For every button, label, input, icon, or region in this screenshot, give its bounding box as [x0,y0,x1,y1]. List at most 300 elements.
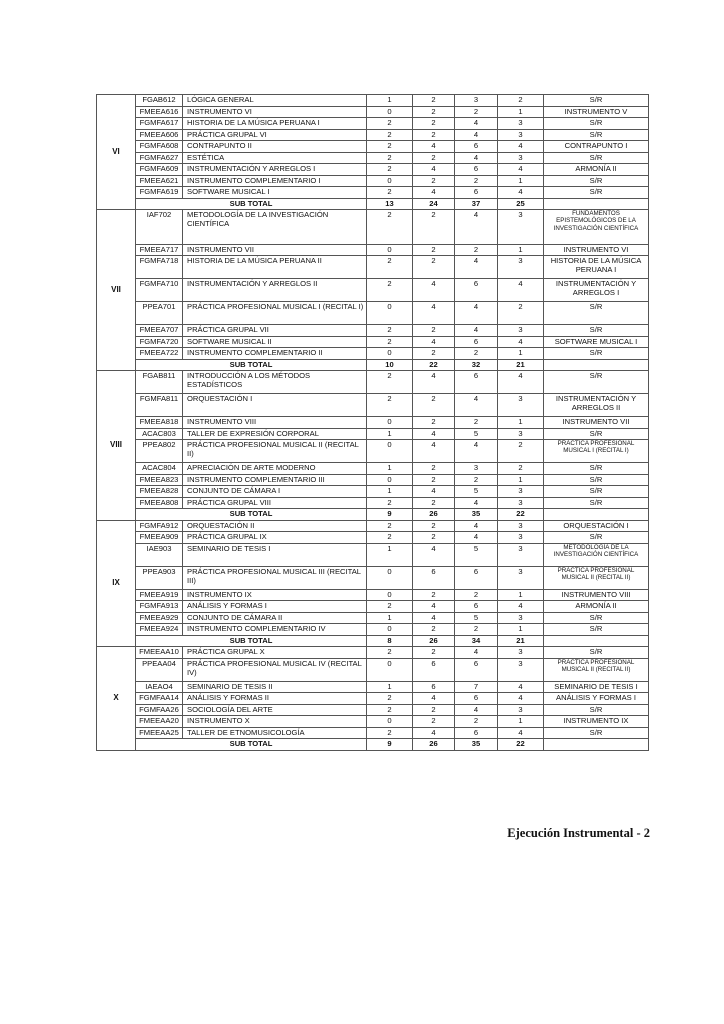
course-name: APRECIACIÓN DE ARTE MODERNO [183,463,367,475]
subtotal-theory: 10 [367,359,413,371]
table-row [97,256,649,279]
total-hours: 6 [455,187,498,199]
course-code: PPEA802 [136,440,183,463]
practice-hours: 4 [413,187,455,199]
semester-label: VI [97,95,136,210]
practice-hours: 2 [413,256,455,279]
course-code: FGMFA710 [136,279,183,302]
course-name: INSTRUMENTO IX [183,589,367,601]
prerequisite: ARMONÍA II [544,164,649,176]
theory-hours: 1 [367,612,413,624]
credits: 4 [498,141,544,153]
theory-hours: 2 [367,704,413,716]
prerequisite: S/R [544,727,649,739]
credits: 4 [498,371,544,394]
theory-hours: 2 [367,532,413,544]
course-name: INSTRUMENTO COMPLEMENTARIO IV [183,624,367,636]
total-hours: 5 [455,543,498,566]
practice-hours: 2 [413,497,455,509]
curriculum-table [96,94,649,751]
total-hours: 5 [455,428,498,440]
prerequisite: S/R [544,428,649,440]
credits: 3 [498,210,544,245]
total-hours: 6 [455,164,498,176]
theory-hours: 2 [367,141,413,153]
table-row [97,532,649,544]
credits: 3 [498,647,544,659]
practice-hours: 6 [413,566,455,589]
theory-hours: 2 [367,727,413,739]
table-row [97,624,649,636]
subtotal-practice: 26 [413,635,455,647]
course-name: INSTRUMENTO COMPLEMENTARIO III [183,474,367,486]
credits: 1 [498,175,544,187]
total-hours: 4 [455,118,498,130]
prerequisite: INSTRUMENTACIÓN Y ARREGLOS I [544,279,649,302]
table-row [97,520,649,532]
subtotal-theory: 13 [367,198,413,210]
course-name: INSTRUMENTO X [183,716,367,728]
credits: 4 [498,693,544,705]
practice-hours: 2 [413,704,455,716]
course-code: FMEEA929 [136,612,183,624]
course-code: PPEA701 [136,302,183,325]
course-code: FMEEA818 [136,417,183,429]
table-row [97,302,649,325]
curriculum-table-body [97,95,649,751]
course-name: SOFTWARE MUSICAL I [183,187,367,199]
theory-hours: 0 [367,302,413,325]
theory-hours: 2 [367,394,413,417]
page-footer [507,826,650,841]
total-hours: 6 [455,693,498,705]
table-row [97,95,649,107]
credits: 1 [498,106,544,118]
table-row [97,601,649,613]
practice-hours: 4 [413,693,455,705]
total-hours: 4 [455,647,498,659]
practice-hours: 4 [413,336,455,348]
course-name: CONJUNTO DE CÁMARA II [183,612,367,624]
total-hours: 2 [455,106,498,118]
theory-hours: 0 [367,106,413,118]
credits: 3 [498,129,544,141]
course-code: FGMFA720 [136,336,183,348]
total-hours: 4 [455,325,498,337]
total-hours: 2 [455,589,498,601]
practice-hours: 2 [413,210,455,245]
course-code: FGMFA619 [136,187,183,199]
credits: 1 [498,474,544,486]
credits: 2 [498,463,544,475]
theory-hours: 0 [367,417,413,429]
total-hours: 2 [455,348,498,360]
prerequisite: S/R [544,486,649,498]
course-name: CONJUNTO DE CÁMARA I [183,486,367,498]
course-name: INSTRUMENTO VIII [183,417,367,429]
prerequisite: FUNDAMENTOS EPISTEMOLÓGICOS DE LA INVESTIGACIÓN CIENTÍFICA [544,210,649,245]
practice-hours: 2 [413,532,455,544]
credits: 3 [498,486,544,498]
prerequisite: S/R [544,463,649,475]
course-name: INSTRUMENTO VII [183,244,367,256]
subtotal-total: 35 [455,509,498,521]
total-hours: 6 [455,336,498,348]
course-code: FGMFA718 [136,256,183,279]
theory-hours: 0 [367,658,413,681]
table-row [97,141,649,153]
table-row [97,417,649,429]
total-hours: 2 [455,175,498,187]
total-hours: 7 [455,681,498,693]
table-row [97,129,649,141]
course-name: HISTORIA DE LA MÚSICA PERUANA II [183,256,367,279]
practice-hours: 4 [413,486,455,498]
theory-hours: 2 [367,601,413,613]
table-row [97,704,649,716]
total-hours: 2 [455,417,498,429]
course-code: FMEEAA10 [136,647,183,659]
course-name: SOCIOLOGÍA DEL ARTE [183,704,367,716]
theory-hours: 2 [367,693,413,705]
credits: 3 [498,325,544,337]
course-name: INTRODUCCIÓN A LOS MÉTODOS ESTADÍSTICOS [183,371,367,394]
course-code: IAF702 [136,210,183,245]
course-code: FMEEA616 [136,106,183,118]
subtotal-total: 35 [455,739,498,751]
prerequisite: S/R [544,704,649,716]
course-name: INSTRUMENTACIÓN Y ARREGLOS I [183,164,367,176]
table-row [97,336,649,348]
table-row [97,543,649,566]
total-hours: 2 [455,624,498,636]
prerequisite: S/R [544,474,649,486]
course-code: FMEEA919 [136,589,183,601]
course-code: FMEEA606 [136,129,183,141]
table-row [97,325,649,337]
practice-hours: 6 [413,658,455,681]
total-hours: 4 [455,256,498,279]
subtotal-row [97,635,649,647]
practice-hours: 2 [413,175,455,187]
theory-hours: 2 [367,371,413,394]
prerequisite: CONTRAPUNTO I [544,141,649,153]
course-name: TALLER DE ETNOMUSICOLOGÍA [183,727,367,739]
subtotal-practice: 22 [413,359,455,371]
theory-hours: 0 [367,348,413,360]
theory-hours: 2 [367,520,413,532]
table-row [97,474,649,486]
prerequisite: S/R [544,497,649,509]
table-row [97,210,649,245]
course-code: FGMFA608 [136,141,183,153]
course-name: ORQUESTACIÓN II [183,520,367,532]
total-hours: 4 [455,704,498,716]
total-hours: 2 [455,474,498,486]
subtotal-empty [544,739,649,751]
course-name: SEMINARIO DE TESIS II [183,681,367,693]
table-row [97,175,649,187]
course-code: FGAB811 [136,371,183,394]
theory-hours: 0 [367,566,413,589]
credits: 3 [498,497,544,509]
subtotal-credits: 21 [498,359,544,371]
credits: 3 [498,428,544,440]
table-row [97,463,649,475]
practice-hours: 2 [413,129,455,141]
subtotal-label: SUB TOTAL [136,509,367,521]
practice-hours: 2 [413,152,455,164]
course-code: FMEEA808 [136,497,183,509]
table-row [97,647,649,659]
prerequisite: METODOLOGÍA DE LA INVESTIGACIÓN CIENTÍFICA [544,543,649,566]
credits: 1 [498,589,544,601]
practice-hours: 6 [413,681,455,693]
subtotal-total: 34 [455,635,498,647]
course-name: ANÁLISIS Y FORMAS I [183,601,367,613]
prerequisite: S/R [544,152,649,164]
practice-hours: 2 [413,325,455,337]
subtotal-label: SUB TOTAL [136,198,367,210]
course-code: FGMFA609 [136,164,183,176]
subtotal-row [97,509,649,521]
practice-hours: 2 [413,716,455,728]
subtotal-credits: 22 [498,509,544,521]
prerequisite: S/R [544,624,649,636]
credits: 1 [498,348,544,360]
total-hours: 6 [455,141,498,153]
prerequisite: S/R [544,647,649,659]
total-hours: 6 [455,601,498,613]
course-name: INSTRUMENTO COMPLEMENTARIO II [183,348,367,360]
total-hours: 2 [455,244,498,256]
prerequisite: PRÁCTICA PROFESIONAL MUSICAL II (RECITAL II) [544,658,649,681]
table-row [97,118,649,130]
total-hours: 4 [455,520,498,532]
course-name: PRÁCTICA GRUPAL VII [183,325,367,337]
total-hours: 4 [455,440,498,463]
subtotal-credits: 21 [498,635,544,647]
credits: 3 [498,256,544,279]
credits: 3 [498,566,544,589]
practice-hours: 4 [413,371,455,394]
total-hours: 4 [455,394,498,417]
table-row [97,187,649,199]
practice-hours: 2 [413,106,455,118]
theory-hours: 2 [367,210,413,245]
practice-hours: 4 [413,302,455,325]
course-code: FGMFA913 [136,601,183,613]
total-hours: 4 [455,532,498,544]
table-row [97,440,649,463]
semester-label: VII [97,210,136,371]
prerequisite: ARMONÍA II [544,601,649,613]
table-row [97,727,649,739]
course-code: ACAC804 [136,463,183,475]
total-hours: 6 [455,658,498,681]
theory-hours: 2 [367,336,413,348]
table-row [97,348,649,360]
total-hours: 5 [455,612,498,624]
course-name: HISTORIA DE LA MÚSICA PERUANA I [183,118,367,130]
table-row [97,279,649,302]
credits: 3 [498,612,544,624]
table-row [97,589,649,601]
semester-label: IX [97,520,136,647]
total-hours: 4 [455,129,498,141]
theory-hours: 0 [367,716,413,728]
table-row [97,658,649,681]
subtotal-practice: 26 [413,739,455,751]
theory-hours: 2 [367,256,413,279]
credits: 1 [498,624,544,636]
course-code: FGMFAA26 [136,704,183,716]
table-row [97,612,649,624]
course-name: PRÁCTICA PROFESIONAL MUSICAL I (RECITAL I) [183,302,367,325]
subtotal-row [97,739,649,751]
course-code: FMEEA717 [136,244,183,256]
practice-hours: 2 [413,463,455,475]
table-row [97,371,649,394]
prerequisite: INSTRUMENTO VIII [544,589,649,601]
table-row [97,428,649,440]
table-row [97,681,649,693]
course-code: FMEEAA25 [136,727,183,739]
practice-hours: 2 [413,520,455,532]
course-code: PPEAA04 [136,658,183,681]
subtotal-theory: 9 [367,739,413,751]
course-code: FMEEA707 [136,325,183,337]
course-name: PRÁCTICA GRUPAL X [183,647,367,659]
prerequisite: INSTRUMENTO VI [544,244,649,256]
prerequisite: S/R [544,532,649,544]
theory-hours: 1 [367,95,413,107]
course-name: PRÁCTICA GRUPAL VIII [183,497,367,509]
course-name: PRÁCTICA PROFESIONAL MUSICAL IV (RECITAL IV) [183,658,367,681]
prerequisite: S/R [544,175,649,187]
prerequisite: INSTRUMENTACIÓN Y ARREGLOS II [544,394,649,417]
practice-hours: 2 [413,348,455,360]
footer-page-number: - 2 [636,826,650,840]
theory-hours: 2 [367,129,413,141]
subtotal-theory: 8 [367,635,413,647]
table-row [97,566,649,589]
table-row [97,716,649,728]
course-code: FMEEA828 [136,486,183,498]
subtotal-theory: 9 [367,509,413,521]
subtotal-total: 32 [455,359,498,371]
theory-hours: 2 [367,325,413,337]
total-hours: 3 [455,95,498,107]
credits: 4 [498,164,544,176]
subtotal-label: SUB TOTAL [136,635,367,647]
practice-hours: 4 [413,440,455,463]
credits: 3 [498,543,544,566]
course-name: LÓGICA GENERAL [183,95,367,107]
course-code: FGMFAA14 [136,693,183,705]
prerequisite: SEMINARIO DE TESIS I [544,681,649,693]
total-hours: 6 [455,727,498,739]
theory-hours: 1 [367,681,413,693]
subtotal-empty [544,359,649,371]
course-code: FMEEA924 [136,624,183,636]
prerequisite: S/R [544,302,649,325]
practice-hours: 2 [413,624,455,636]
total-hours: 4 [455,152,498,164]
credits: 3 [498,658,544,681]
credits: 4 [498,601,544,613]
course-code: IAE903 [136,543,183,566]
practice-hours: 2 [413,394,455,417]
course-name: ANÁLISIS Y FORMAS II [183,693,367,705]
course-code: FGMFA811 [136,394,183,417]
subtotal-label: SUB TOTAL [136,739,367,751]
practice-hours: 4 [413,164,455,176]
prerequisite: S/R [544,118,649,130]
course-name: ORQUESTACIÓN I [183,394,367,417]
table-row [97,106,649,118]
theory-hours: 0 [367,624,413,636]
course-code: FMEEA909 [136,532,183,544]
credits: 1 [498,417,544,429]
course-name: TALLER DE EXPRESIÓN CORPORAL [183,428,367,440]
table-row [97,486,649,498]
semester-label: X [97,647,136,751]
credits: 2 [498,302,544,325]
credits: 4 [498,336,544,348]
theory-hours: 0 [367,440,413,463]
theory-hours: 2 [367,497,413,509]
theory-hours: 2 [367,118,413,130]
course-name: PRÁCTICA PROFESIONAL MUSICAL II (RECITAL II) [183,440,367,463]
practice-hours: 4 [413,428,455,440]
credits: 4 [498,279,544,302]
course-name: SOFTWARE MUSICAL II [183,336,367,348]
course-name: INSTRUMENTACIÓN Y ARREGLOS II [183,279,367,302]
course-name: METODOLOGÍA DE LA INVESTIGACIÓN CIENTÍFICA [183,210,367,245]
course-code: FGAB612 [136,95,183,107]
theory-hours: 2 [367,279,413,302]
prerequisite: HISTORIA DE LA MÚSICA PERUANA I [544,256,649,279]
course-code: FMEEA722 [136,348,183,360]
credits: 3 [498,152,544,164]
prerequisite: ORQUESTACIÓN I [544,520,649,532]
course-code: FMEEAA20 [136,716,183,728]
practice-hours: 4 [413,601,455,613]
prerequisite: INSTRUMENTO V [544,106,649,118]
table-row [97,152,649,164]
theory-hours: 2 [367,647,413,659]
credits: 3 [498,118,544,130]
course-name: INSTRUMENTO VI [183,106,367,118]
practice-hours: 2 [413,474,455,486]
table-row [97,164,649,176]
subtotal-empty [544,635,649,647]
footer-title: Ejecución Instrumental [507,826,634,840]
practice-hours: 4 [413,612,455,624]
theory-hours: 0 [367,175,413,187]
subtotal-row [97,198,649,210]
practice-hours: 2 [413,417,455,429]
prerequisite: S/R [544,348,649,360]
prerequisite: SOFTWARE MUSICAL I [544,336,649,348]
prerequisite: PRÁCTICA PROFESIONAL MUSICAL I (RECITAL I) [544,440,649,463]
credits: 2 [498,95,544,107]
credits: 3 [498,520,544,532]
practice-hours: 2 [413,244,455,256]
course-code: FMEEA621 [136,175,183,187]
theory-hours: 2 [367,152,413,164]
